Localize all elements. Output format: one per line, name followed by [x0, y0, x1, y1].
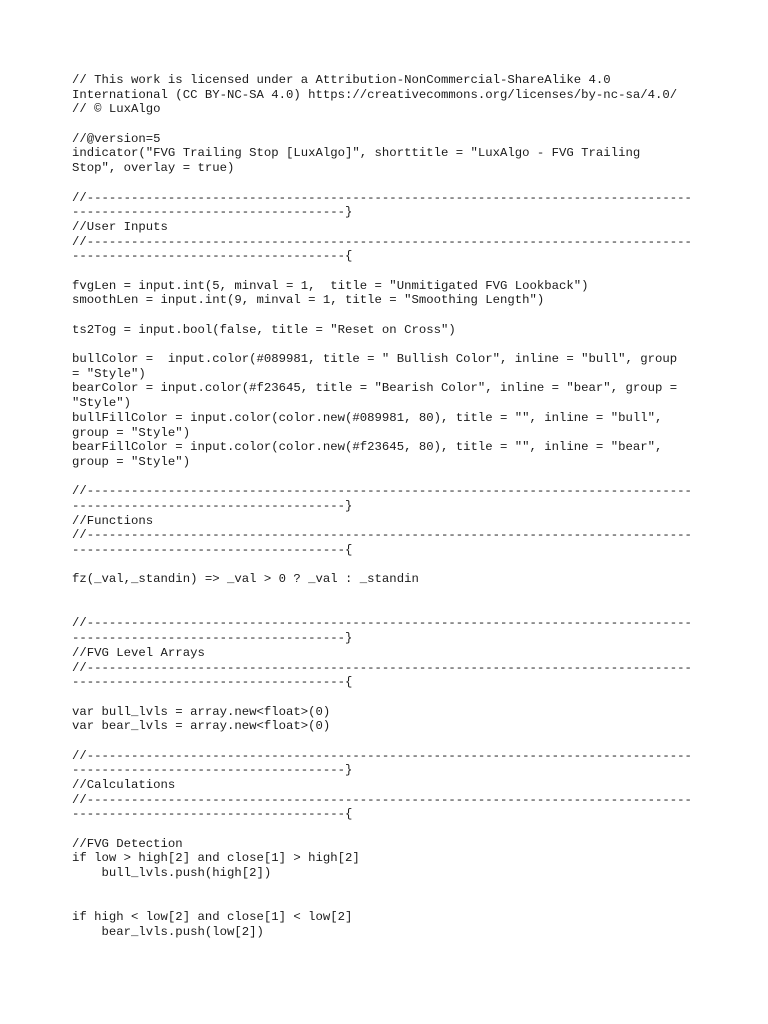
code-line: //FVG Level Arrays: [72, 645, 205, 660]
code-line: -------------------------------------{: [72, 249, 353, 264]
blank-line: [72, 896, 712, 911]
code-line: //----------------------------------------------------------------------------------: [72, 660, 692, 675]
code-line: International (CC BY-NC-SA 4.0) https://creativecommons.org/licenses/by-nc-sa/4.0/: [72, 87, 678, 102]
code-line: //----------------------------------------------------------------------------------: [72, 234, 692, 249]
code-line: //Functions: [72, 513, 154, 528]
code-line: = "Style"): [72, 366, 146, 381]
blank-line: [72, 337, 712, 352]
blank-line: [72, 822, 712, 837]
code-line: //----------------------------------------------------------------------------------: [72, 748, 692, 763]
code-line: //----------------------------------------------------------------------------------: [72, 792, 692, 807]
code-line: if high < low[2] and close[1] < low[2]: [72, 910, 353, 925]
code-line: //Calculations: [72, 778, 176, 792]
blank-line: [72, 308, 712, 323]
code-line: -------------------------------------}: [72, 498, 353, 513]
code-document: [72, 73, 712, 940]
code-line: var bear_lvls = array.new<float>(0): [72, 719, 331, 734]
code-line: bullColor = input.color(#089981, title = " Bullish Color", inline = "bull", group: [72, 352, 678, 367]
code-line: indicator("FVG Trailing Stop [LuxAlgo]", shorttitle = "LuxAlgo - FVG Trailing: [72, 146, 641, 161]
code-line: bull_lvls.push(high[2]): [72, 866, 272, 881]
code-line: fz(_val,_standin) => _val > 0 ? _val : _standin: [72, 572, 419, 587]
code-line: group = "Style"): [72, 425, 191, 440]
code-line: "Style"): [72, 396, 132, 411]
blank-line: [72, 558, 712, 573]
blank-line: [72, 470, 712, 485]
code-line: group = "Style"): [72, 454, 191, 469]
blank-line: [72, 117, 712, 132]
code-line: // This work is licensed under a Attribution-NonCommercial-ShareAlike 4.0: [72, 73, 611, 87]
code-line: //----------------------------------------------------------------------------------: [72, 616, 692, 631]
blank-line: [72, 881, 712, 896]
code-line: -------------------------------------{: [72, 543, 353, 557]
code-line: //----------------------------------------------------------------------------------: [72, 484, 692, 499]
code-line: //FVG Detection: [72, 836, 183, 851]
code-line: smoothLen = input.int(9, minval = 1, title = "Smoothing Length"): [72, 293, 545, 308]
code-line: bullFillColor = input.color(color.new(#089981, 80), title = "", inline = "bull",: [72, 410, 663, 425]
blank-line: [72, 690, 712, 705]
blank-line: [72, 602, 712, 617]
code-line: ts2Tog = input.bool(false, title = "Reset on Cross"): [72, 322, 456, 337]
code-line: var bull_lvls = array.new<float>(0): [72, 704, 331, 719]
code-line: bear_lvls.push(low[2]): [72, 924, 264, 939]
code-line: -------------------------------------{: [72, 675, 353, 690]
code-line: -------------------------------------}: [72, 763, 353, 778]
code-line: bearColor = input.color(#f23645, title = "Bearish Color", inline = "bear", group =: [72, 381, 678, 396]
blank-line: [72, 587, 712, 602]
code-line: //@version=5: [72, 131, 161, 146]
code-line: //----------------------------------------------------------------------------------: [72, 190, 692, 205]
code-line: //----------------------------------------------------------------------------------: [72, 528, 692, 543]
code-line: bearFillColor = input.color(color.new(#f23645, 80), title = "", inline = "bear",: [72, 440, 663, 455]
code-line: fvgLen = input.int(5, minval = 1, title = "Unmitigated FVG Lookback"): [72, 278, 589, 293]
blank-line: [72, 734, 712, 749]
code-line: // © LuxAlgo: [72, 102, 161, 117]
code-line: -------------------------------------}: [72, 205, 353, 220]
blank-line: [72, 264, 712, 279]
code-line: -------------------------------------{: [72, 807, 353, 822]
code-line: Stop", overlay = true): [72, 161, 235, 176]
blank-line: [72, 176, 712, 191]
code-line: if low > high[2] and close[1] > high[2]: [72, 851, 360, 866]
code-line: //User Inputs: [72, 219, 168, 234]
code-line: -------------------------------------}: [72, 631, 353, 646]
